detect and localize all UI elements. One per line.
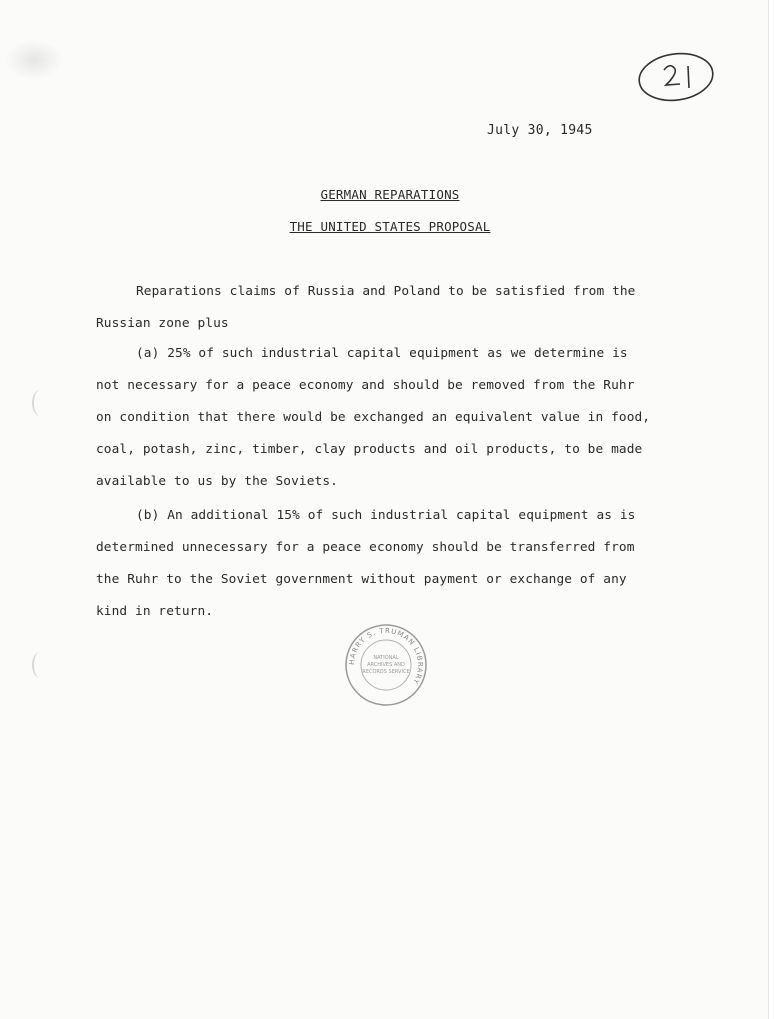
text-line: available to us by the Soviets.: [96, 474, 338, 489]
svg-text:HARRY S. TRUMAN LIBRARY: HARRY S. TRUMAN LIBRARY: [347, 626, 425, 686]
document-title: GERMAN REPARATIONS: [320, 187, 460, 202]
punch-hole-mark: [32, 390, 48, 416]
text-line: (a) 25% of such industrial capital equipment as we determine is: [136, 346, 628, 361]
text-line: determined unnecessary for a peace economy should be transferred from: [96, 540, 635, 555]
text-line: (b) An additional 15% of such industrial capital equipment as is: [136, 508, 636, 523]
paragraph-a: [96, 338, 666, 498]
text-line: Russian zone plus: [96, 316, 229, 331]
text-line: not necessary for a peace economy and should be removed from the Ruhr: [96, 378, 635, 393]
punch-hole-mark: [32, 652, 48, 678]
paragraph-intro: [96, 276, 666, 340]
archive-stamp-seal: [343, 622, 429, 708]
text-line: coal, potash, zinc, timber, clay products and oil products, to be made: [96, 442, 643, 457]
text-line: Reparations claims of Russia and Poland to be satisfied from the: [136, 284, 636, 299]
text-line: the Ruhr to the Soviet government without payment or exchange of any: [96, 572, 627, 587]
handwritten-page-number: [636, 50, 716, 104]
svg-text:ARCHIVES AND: ARCHIVES AND: [367, 662, 405, 668]
paragraph-b: [96, 500, 666, 628]
document-subtitle: THE UNITED STATES PROPOSAL: [289, 219, 491, 234]
scan-smudge: [4, 40, 64, 80]
svg-text:RECORDS SERVICE: RECORDS SERVICE: [362, 669, 410, 675]
text-line: kind in return.: [96, 604, 214, 619]
text-line: on condition that there would be exchanged an equivalent value in food,: [96, 410, 651, 425]
svg-text:NATIONAL: NATIONAL: [373, 655, 399, 661]
document-date: July 30, 1945: [487, 123, 593, 138]
